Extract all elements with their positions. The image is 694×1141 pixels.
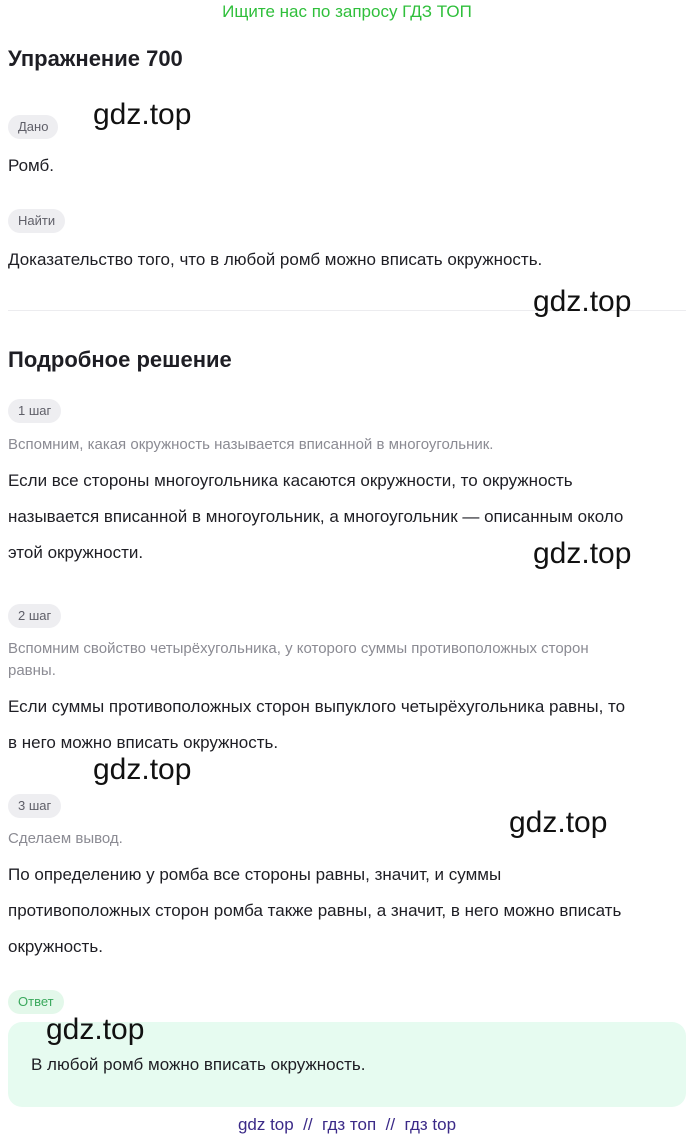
step-1-line-1: Если все стороны многоугольника касаются окружности, то окружность — [8, 471, 573, 490]
watermark: gdz.top — [533, 285, 632, 318]
given-text: Ромб. — [8, 156, 55, 175]
step-3-hint: Сделаем вывод. — [8, 830, 123, 847]
step-2-hint-line-2: равны. — [8, 662, 56, 679]
step-3-line-3: окружность. — [8, 937, 103, 956]
find-text: Доказательство того, что в любой ромб можно вписать окружность. — [8, 250, 543, 269]
answer-text: В любой ромб можно вписать окружность. — [31, 1055, 366, 1074]
watermark: gdz.top — [533, 537, 632, 570]
find-badge: Найти — [8, 209, 65, 233]
step-3-line-1: По определению у ромба все стороны равны, значит, и суммы — [8, 865, 502, 884]
step-2-badge: 2 шаг — [8, 604, 61, 628]
page-title: Упражнение 700 — [8, 46, 183, 71]
step-3-line-2: противоположных сторон ромба также равны, а значит, в него можно вписать — [8, 901, 622, 920]
step-2-line-2: в него можно вписать окружность. — [8, 733, 279, 752]
footer-links: gdz top // гдз топ // гдз top — [237, 1115, 457, 1134]
watermark: gdz.top — [93, 98, 192, 131]
solution-title: Подробное решение — [8, 347, 232, 372]
step-2-hint-line-1: Вспомним свойство четырёхугольника, у которого суммы противоположных сторон — [8, 640, 589, 657]
watermark: gdz.top — [46, 1013, 145, 1046]
watermark: gdz.top — [509, 806, 608, 839]
step-1-hint: Вспомним, какая окружность называется вписанной в многоугольник. — [8, 436, 494, 453]
search-banner: Ищите нас по запросу ГДЗ ТОП — [222, 2, 472, 21]
step-1-badge: 1 шаг — [8, 399, 61, 423]
step-1-line-2: называется вписанной в многоугольник, а многоугольник — описанным около — [8, 507, 624, 526]
step-2-line-1: Если суммы противоположных сторон выпуклого четырёхугольника равны, то — [8, 697, 626, 716]
step-3-badge: 3 шаг — [8, 794, 61, 818]
given-badge: Дано — [8, 115, 58, 139]
step-1-line-3: этой окружности. — [8, 543, 144, 562]
watermark: gdz.top — [93, 753, 192, 786]
answer-badge: Ответ — [8, 990, 64, 1014]
